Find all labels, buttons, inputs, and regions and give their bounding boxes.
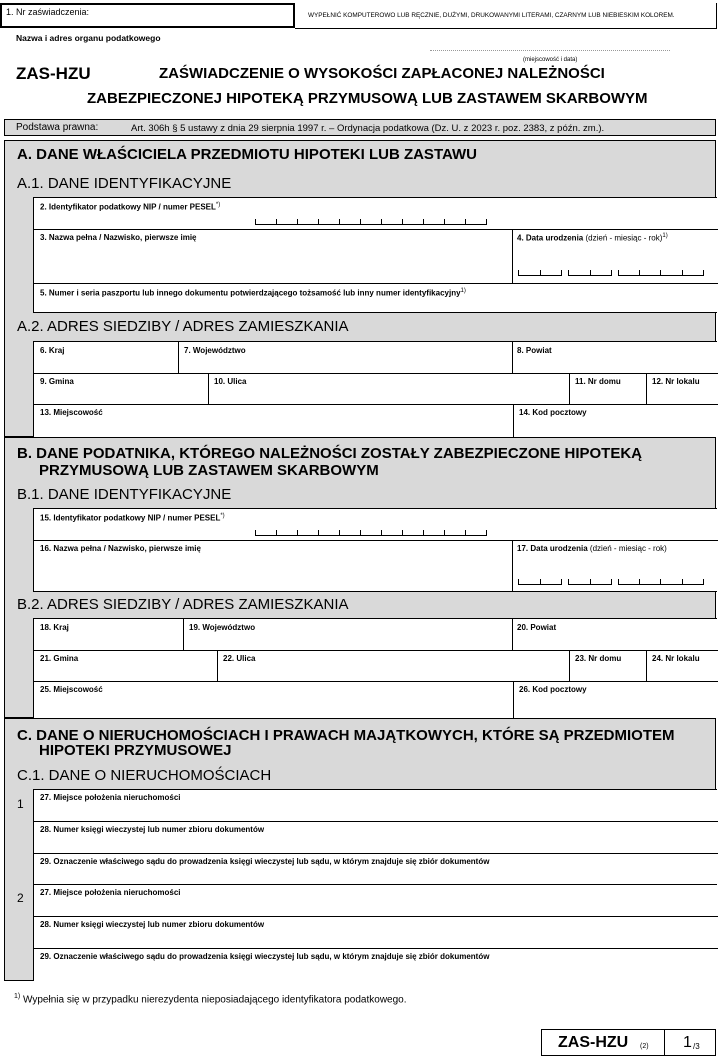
field-15-label: 15. Identyfikator podatkowy NIP / numer PESEL xyxy=(40,513,221,523)
legal-basis-text: Art. 306h § 5 ustawy z dnia 29 sierpnia 1997 r. – Ordynacja podatkowa (Dz. U. z 2023 r. poz. 2383, z późn. zm.). xyxy=(131,123,605,134)
section-b2-title: B.2. ADRES SIEDZIBY / ADRES ZAMIESZKANIA xyxy=(17,596,349,613)
footer-form-code-box xyxy=(541,1029,665,1056)
field-17-year[interactable] xyxy=(618,579,704,585)
section-a2-title: A.2. ADRES SIEDZIBY / ADRES ZAMIESZKANIA xyxy=(17,318,349,335)
field-20-county[interactable] xyxy=(512,619,718,650)
field-4-month[interactable] xyxy=(568,270,612,276)
field-8-county[interactable] xyxy=(512,342,718,373)
field-5-sup: 1) xyxy=(460,288,466,294)
field-13-city[interactable] xyxy=(34,404,513,438)
section-b-title-line1: B. DANE PODATNIKA, KTÓREGO NALEŻNOŚCI ZOSTAŁY ZABEZPIECZONE HIPOTEKĄ xyxy=(17,445,643,462)
field-17-month[interactable] xyxy=(568,579,612,585)
field-16-name[interactable] xyxy=(34,554,512,591)
field-24-apartment-number[interactable] xyxy=(646,650,718,681)
field-5-label: 5. Numer i seria paszportu lub innego dokumentu potwierdzającego tożsamość lub inny numer identyfikacyjny xyxy=(40,288,461,298)
footnote-marker: 1) xyxy=(14,993,21,1000)
legal-basis-label: Podstawa prawna: xyxy=(16,122,99,133)
legal-basis-bar xyxy=(4,119,716,136)
field-24-label: 24. Nr lokalu xyxy=(652,654,700,663)
field-17-label: 17. Data urodzenia xyxy=(517,544,588,553)
field-22-street[interactable] xyxy=(217,650,569,681)
field-6-label: 6. Kraj xyxy=(40,346,65,355)
tax-office-label: Nazwa i adres organu podatkowego xyxy=(16,33,161,43)
place-date-line[interactable] xyxy=(430,50,670,51)
field-29-label: 29. Oznaczenie właściwego sądu do prowadzenia księgi wieczystej lub sądu, w którym znajduje się zbiór dokumentów xyxy=(40,952,490,961)
a1-fields xyxy=(33,197,717,313)
field-18-label: 18. Kraj xyxy=(40,623,69,632)
field-4-hint: (dzień - miesiąc - rok) xyxy=(585,233,663,243)
field-10-street[interactable] xyxy=(208,373,569,404)
field-15-sup: *) xyxy=(220,513,225,519)
field-7-province[interactable] xyxy=(178,342,512,373)
field-29-label: 29. Oznaczenie właściwego sądu do prowadzenia księgi wieczystej lub sądu, w którym znajduje się zbiór dokumentów xyxy=(40,857,490,866)
field-12-label: 12. Nr lokalu xyxy=(652,377,700,386)
field-14-label: 14. Kod pocztowy xyxy=(519,408,587,417)
field-18-country[interactable] xyxy=(34,619,183,650)
footer-page-box xyxy=(664,1029,716,1056)
field-27-label: 27. Miejsce położenia nieruchomości xyxy=(40,888,181,897)
field-8-label: 8. Powiat xyxy=(517,346,552,355)
field-4-year[interactable] xyxy=(618,270,704,276)
property-row-2 xyxy=(33,884,717,981)
field-17-day[interactable] xyxy=(518,579,562,585)
field-22-label: 22. Ulica xyxy=(223,654,256,663)
field-2-sup: *) xyxy=(215,202,221,208)
place-date-hint: (miejscowość i data) xyxy=(523,57,578,63)
section-c-title-line1: C. DANE O NIERUCHOMOŚCIACH I PRAWACH MAJĄTKOWYCH, KTÓRE SĄ PRZEDMIOTEM xyxy=(17,727,675,744)
field-3-name[interactable] xyxy=(34,243,512,283)
field-28-label: 28. Numer księgi wieczystej lub numer zbioru dokumentów xyxy=(40,920,265,929)
field-25-label: 25. Miejscowość xyxy=(40,685,103,694)
field-25-city[interactable] xyxy=(34,681,513,718)
field-4-sup: 1) xyxy=(662,233,668,239)
field-19-label: 19. Województwo xyxy=(189,623,256,632)
a2-fields xyxy=(33,341,717,438)
field-27-location[interactable] xyxy=(34,802,718,821)
field-16-label: 16. Nazwa pełna / Nazwisko, pierwsze imię xyxy=(40,544,201,553)
field-3-label: 3. Nazwa pełna / Nazwisko, pierwsze imię xyxy=(40,233,197,242)
b1-fields xyxy=(33,508,717,592)
property-row-number: 1 xyxy=(17,797,24,811)
section-b1-title: B.1. DANE IDENTYFIKACYJNE xyxy=(17,486,232,503)
field-11-label: 11. Nr domu xyxy=(575,377,621,386)
section-c-title-line2: HIPOTEKI PRZYMUSOWEJ xyxy=(39,742,232,759)
field-27-location[interactable] xyxy=(34,897,718,916)
form-title-line2: ZABEZPIECZONEJ HIPOTEKĄ PRZYMUSOWĄ LUB ZASTAWEM SKARBOWYM xyxy=(87,90,648,107)
field-2-nip-pesel[interactable] xyxy=(255,219,487,225)
b2-fields xyxy=(33,618,717,718)
fill-instruction: WYPEŁNIĆ KOMPUTEROWO LUB RĘCZNIE, DUŻYMI, DRUKOWANYMI LITERAMI, CZARNYM LUB NIEBIESKIM KOLOREM. xyxy=(308,12,675,19)
footer-form-code: ZAS-HZU xyxy=(558,1034,629,1051)
section-c1-title: C.1. DANE O NIERUCHOMOŚCIACH xyxy=(17,767,272,784)
footer-page-number: 1 xyxy=(683,1034,692,1051)
field-15-nip-pesel[interactable] xyxy=(255,530,487,536)
field-29-court[interactable] xyxy=(34,866,718,884)
section-a1-title: A.1. DANE IDENTYFIKACYJNE xyxy=(17,175,232,192)
field-21-label: 21. Gmina xyxy=(40,654,79,663)
field-9-label: 9. Gmina xyxy=(40,377,74,386)
field-2-label: 2. Identyfikator podatkowy NIP / numer PESEL xyxy=(40,202,216,212)
form-title-line1: ZAŚWIADCZENIE O WYSOKOŚCI ZAPŁACONEJ NALEŻNOŚCI xyxy=(159,65,605,82)
field-26-postal-code[interactable] xyxy=(513,681,718,718)
field-23-house-number[interactable] xyxy=(569,650,646,681)
field-12-apartment-number[interactable] xyxy=(646,373,718,404)
field-17-hint: (dzień - miesiąc - rok) xyxy=(589,544,667,553)
footnote-text: Wypełnia się w przypadku nierezydenta nieposiadającego identyfikatora podatkowego. xyxy=(23,994,407,1006)
certificate-number-box[interactable] xyxy=(0,3,295,28)
section-c xyxy=(4,718,716,981)
field-27-label: 27. Miejsce położenia nieruchomości xyxy=(40,793,181,802)
section-b xyxy=(4,437,716,718)
field-4-day[interactable] xyxy=(518,270,562,276)
section-a-title: A. DANE WŁAŚCICIELA PRZEDMIOTU HIPOTEKI LUB ZASTAWU xyxy=(17,146,477,163)
field-10-label: 10. Ulica xyxy=(214,377,247,386)
property-row-number: 2 xyxy=(17,891,24,905)
field-28-land-register[interactable] xyxy=(34,834,718,853)
field-5-document[interactable] xyxy=(34,298,718,312)
field-11-house-number[interactable] xyxy=(569,373,646,404)
field-13-label: 13. Miejscowość xyxy=(40,408,103,417)
field-20-label: 20. Powiat xyxy=(517,623,557,632)
field-29-court[interactable] xyxy=(34,961,718,981)
property-row-1 xyxy=(33,789,717,885)
footer-form-version: (2) xyxy=(640,1043,649,1050)
field-28-land-register[interactable] xyxy=(34,929,718,948)
footnote xyxy=(14,993,407,1005)
field-14-postal-code[interactable] xyxy=(513,404,718,438)
section-a xyxy=(4,140,716,437)
footer-page-total: /3 xyxy=(693,1042,700,1051)
field-28-label: 28. Numer księgi wieczystej lub numer zbioru dokumentów xyxy=(40,825,265,834)
certificate-number-label: 1. Nr zaświadczenia: xyxy=(6,7,90,17)
form-code: ZAS-HZU xyxy=(16,64,91,83)
field-6-country[interactable] xyxy=(34,342,178,373)
field-26-label: 26. Kod pocztowy xyxy=(519,685,587,694)
field-21-commune[interactable] xyxy=(34,650,217,681)
section-b-title-line2: PRZYMUSOWĄ LUB ZASTAWEM SKARBOWYM xyxy=(39,462,379,479)
field-23-label: 23. Nr domu xyxy=(575,654,622,663)
field-7-label: 7. Województwo xyxy=(184,346,246,355)
field-19-province[interactable] xyxy=(183,619,512,650)
field-9-commune[interactable] xyxy=(34,373,208,404)
field-4-label: 4. Data urodzenia xyxy=(517,233,584,243)
